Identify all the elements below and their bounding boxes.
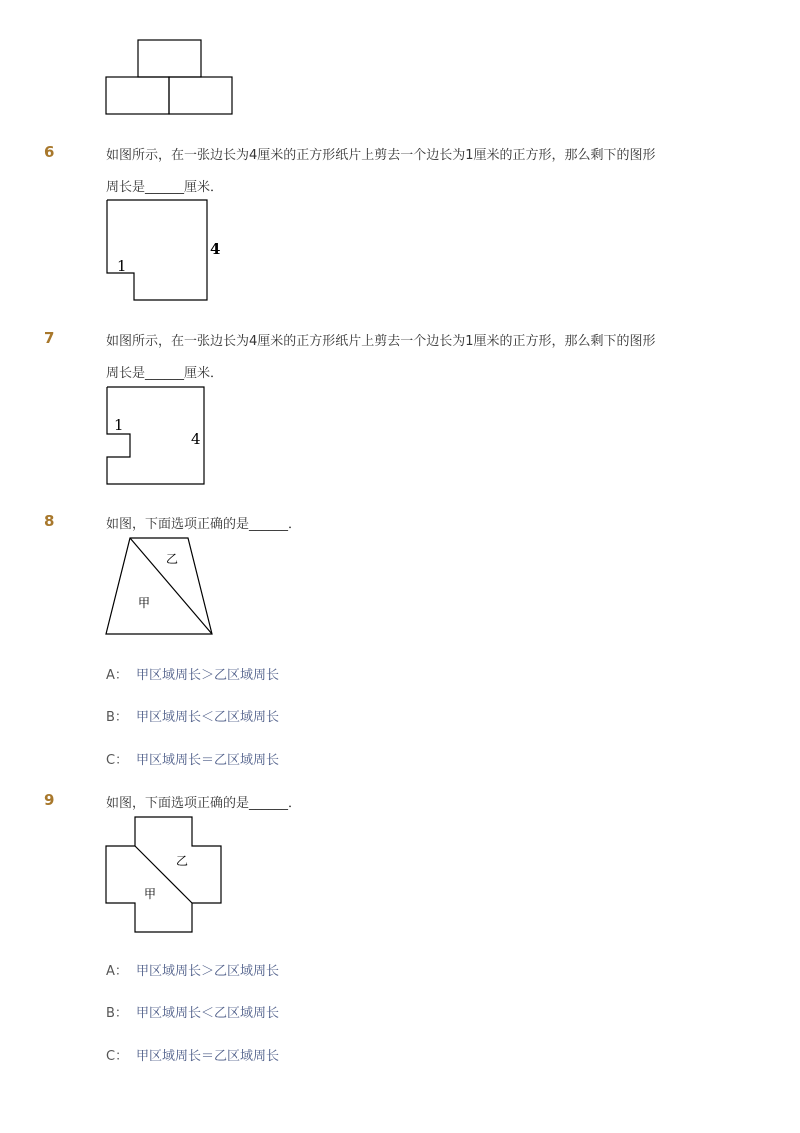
q8-option-a[interactable] [106, 664, 279, 683]
option-label: B： [106, 1006, 128, 1021]
option-text: 甲区域周长＝乙区域周长 [136, 753, 280, 768]
question-number-6: 6 [44, 143, 55, 161]
question-7-text-line2: 周长是______厘米． [106, 366, 224, 381]
notched-square-outline [107, 387, 204, 484]
cut-square-outline [107, 200, 207, 300]
blocks-figure [100, 35, 240, 120]
option-text: 甲区域周长＝乙区域周长 [136, 1049, 280, 1064]
option-text: 甲区域周长＜乙区域周长 [136, 710, 280, 725]
question-number-9: 9 [44, 791, 55, 809]
option-label: C： [106, 1049, 129, 1064]
option-label: A： [106, 668, 128, 683]
question-8-text: 如图，下面选项正确的是______． [106, 517, 302, 532]
question-6-figure [100, 195, 230, 305]
option-text: 甲区域周长＞乙区域周长 [136, 668, 280, 683]
question-8-figure [100, 533, 220, 639]
option-label: C： [106, 753, 129, 768]
region-label-yi: 乙 [176, 854, 189, 868]
option-text: 甲区域周长＜乙区域周长 [136, 1006, 280, 1021]
question-7-figure [100, 382, 230, 492]
option-label: B： [106, 710, 128, 725]
label-side-1: 1 [117, 257, 127, 275]
region-label-jia: 甲 [138, 596, 151, 610]
bottom-right-block [169, 77, 232, 114]
region-label-jia: 甲 [144, 887, 157, 901]
option-text: 甲区域周长＞乙区域周长 [136, 964, 280, 979]
question-6-text-line2: 周长是______厘米． [106, 180, 224, 195]
label-side-1: 1 [114, 416, 124, 434]
q9-option-c[interactable] [106, 1045, 279, 1064]
trapezoid-outline [106, 538, 212, 634]
bottom-left-block [106, 77, 169, 114]
q8-option-c[interactable] [106, 749, 279, 768]
question-9-figure [100, 812, 230, 937]
question-9-text: 如图，下面选项正确的是______． [106, 796, 302, 811]
top-block [138, 40, 201, 77]
q9-option-b[interactable] [106, 1002, 279, 1021]
question-7-text-line1: 如图所示，在一张边长为4厘米的正方形纸片上剪去一个边长为1厘米的正方形，那么剩下的图形 [106, 334, 656, 349]
question-6-text-line1: 如图所示，在一张边长为4厘米的正方形纸片上剪去一个边长为1厘米的正方形，那么剩下的图形 [106, 148, 656, 163]
q8-option-b[interactable] [106, 706, 279, 725]
q9-option-a[interactable] [106, 960, 279, 979]
region-label-yi: 乙 [166, 552, 179, 566]
question-number-7: 7 [44, 329, 55, 347]
label-side-4: 4 [210, 240, 221, 258]
label-side-4: 4 [191, 430, 201, 448]
option-label: A： [106, 964, 128, 979]
question-number-8: 8 [44, 512, 55, 530]
